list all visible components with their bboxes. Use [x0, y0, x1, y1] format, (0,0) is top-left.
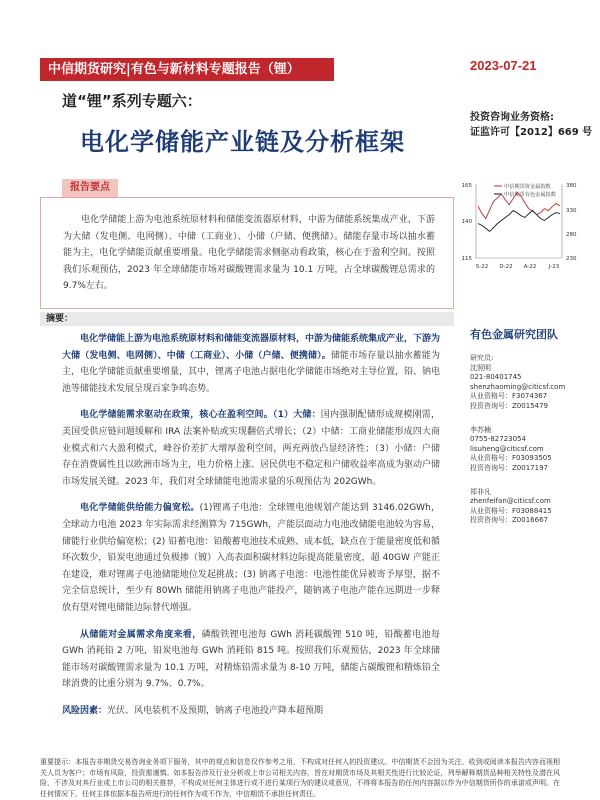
analyst-card	[470, 354, 590, 412]
series-title: 道“锂”系列专题六：	[62, 92, 202, 110]
y-left-ticks	[462, 183, 473, 262]
analyst-name: 沈照明	[470, 363, 491, 372]
x-tick: J-23	[548, 264, 560, 270]
main-title: 电化学储能产业链及分析框架	[80, 128, 405, 156]
legend-label-red: 中信期货资金属指数	[504, 184, 551, 190]
risk-text: 光伏、风电装机不及预期，钠离子电池投产降本超预期	[107, 705, 324, 716]
y-right-tick: 230	[566, 256, 577, 262]
analyst-email[interactable]: lisuheng@citicsf.com	[470, 444, 544, 453]
analyst-email[interactable]: shenzhaoming@citicsf.com	[470, 382, 566, 391]
analyst-license: 从业资格号：F03093505	[470, 454, 552, 463]
report-date: 2023-07-21	[470, 58, 537, 73]
y-right-ticks	[566, 183, 577, 262]
analyst-advisory: 投资咨询号：Z0017197	[470, 463, 548, 472]
abstract-paragraph	[62, 407, 440, 490]
disclaimer: 重要提示：本报告非期货交易咨询业务项下服务，其中的观点和信息仅作参考之用，不构成对任何人的投资建议。中信期货不会因为关注、收到或阅读本报告内容而视相关人员为客户；市场有风险，投资需谨慎。如本报告涉及行业分析或上市公司相关内容，旨在对期货市场及其相关性进行比较论证，列举解释期货品种相关特性及潜在风险，不涉及对其行业或上市公司的相关推荐，不构成对任何主体进行或不进行某项行为的建议或意见，不得将本报告的任何内容据以作为中信期货所作的承诺或声明。在任何情况下，任何主体依据本报告所进行的任何作为或不作为，中信期货不承担任何责任。	[40, 758, 560, 798]
analyst-phone: 021-80401745	[470, 373, 522, 382]
risk-factors	[62, 703, 440, 720]
y-left-tick: 115	[461, 256, 472, 262]
paragraph-text: 磷酸铁锂电池每 GWh 消耗碳酸锂 510 吨，铅酸蓄电池每 GWh 消耗铅 2 万吨，铅炭电池每 GWh 消耗铅 815 吨。按照我们乐观预估，2023 年全球储能市场对碳酸锂需求量为 10.1 万吨，对精炼铅需求量为 8-10 万吨，储能占碳酸锂和精炼铅全球消费的比重分别为 9.7%、0.7%。	[62, 629, 440, 690]
y-left-tick: 165	[461, 183, 472, 189]
researcher-label: 研究员:	[470, 354, 494, 362]
abstract-paragraph	[62, 627, 440, 693]
analyst-license: 从业资格号：F3074367	[470, 392, 548, 401]
certification-label: 投资咨询业务资格:	[470, 112, 554, 123]
x-ticks	[476, 264, 560, 270]
x-tick: A-22	[523, 264, 537, 270]
chart-legend	[494, 182, 557, 198]
research-team-title: 有色金属研究团队	[470, 328, 558, 341]
key-points-text: 电化学储能上游为电池系统原材料和储能变流器原材料，中游为储能系统集成产业，下游为大储（发电侧、电网侧）、中储（工商业）、小储（户储、便携储）。储能存量市场以抽水蓄能为主，电化学储能贡献重要增量。电化学储能需求侧驱动看政策，核心在于盈利空间。按照我们乐观预估，2023 年全球储能市场对碳酸锂需求量为 10.1 万吨，占全球碳酸锂总需求的 9.7%左右。	[63, 215, 435, 291]
analyst-phone: 0755-82723054	[470, 435, 526, 444]
y-right-tick: 330	[566, 208, 577, 214]
analyst-card	[470, 426, 590, 474]
paragraph-lead: 电化学储能需求驱动在政策，核心在盈利空间。（1）大储：	[80, 410, 321, 421]
analyst-list	[470, 354, 590, 540]
key-points-box	[40, 197, 454, 309]
y-right-tick: 280	[566, 232, 577, 238]
abstract-paragraph	[62, 500, 440, 616]
certification-number: 证监许可【2012】669 号	[470, 127, 593, 138]
x-tick: S-22	[475, 264, 489, 270]
y-right-tick: 380	[566, 183, 577, 189]
paragraph-text: 国内强制配储形成规模刚需，美国受供应链问题缓解和 IRA 法案补贴或实现翻倍式增长；（2）中储：工商业储能形成四大商业模式和六大盈利模式，峰谷价差扩大增厚盈利空间，两充两放凸显经济性；（3）小储：户储存在消费属性且以欧洲市场为主，电力价格上涨、居民供电不稳定和户储收益率高成为驱动户储市场发展关键。2023 年，我们对全球储能电池需求量的乐观预估为 202GWh。	[62, 410, 441, 487]
x-tick: D-22	[499, 264, 513, 270]
paragraph-lead: 电化学储能上游为电池系统原材料和储能变流器原材料，中游为储能系统集成产业，下游为大储（发电侧、电网侧）、中储（工商业）、小储（户储、便携储）。	[62, 334, 441, 361]
series-line-black	[478, 211, 560, 232]
analyst-license: 从业资格号：F03088415	[470, 506, 552, 515]
report-banner: 中信期货研究|有色与新材料专题报告（锂）	[40, 58, 334, 81]
analyst-email[interactable]: zhenfeifan@citicsf.com	[470, 497, 551, 506]
y-left-tick: 140	[461, 219, 472, 225]
index-chart	[458, 178, 588, 274]
analyst-advisory: 投资咨询号：Z0016667	[470, 516, 548, 525]
abstract-paragraph	[62, 331, 440, 397]
abstract-header: 摘要：	[40, 312, 454, 326]
abstract-body	[62, 331, 440, 729]
analyst-advisory: 投资咨询号：Z0015479	[470, 401, 548, 410]
analyst-name: 李苏楠	[470, 425, 491, 434]
analyst-name: 郑非凡	[470, 487, 491, 496]
paragraph-text: 储能市场存量以抽水蓄能为主，电化学储能贡献重要增量，其中，锂离子电池占据电化学储能市场绝对主导位置，铅、钠电池等储能技术发展呈现百家争鸣态势。	[62, 350, 441, 394]
paragraph-lead: 从储能对金属需求角度来看，	[80, 629, 202, 640]
risk-label: 风险因素：	[62, 705, 108, 716]
paragraph-text: (1)锂离子电池：全球锂电池规划产能达到 3146.02GWh，全球动力电池 2023 年实际需求经测算为 715GWh，产能层面动力电池改储能电池较为容易，储能行业供给偏宽松；(2) 铅蓄电池：铅酸蓄电池技术成熟、成本低，缺点在于能量密度低和循环次数少，铅炭电池通过负极掺（镀）入高表面积碳材料边际提高能量密度，超 40GW 产能正在建设，难对锂离子电池储能地位发起挑战；(3) 钠离子电池：电池性能优异被寄予厚望，据不完全信息统计，至少有 80Wh 储能用钠离子电池产能投产，随钠离子电池产能在远期进一步释放有望对锂电储能边际替代增强。	[62, 503, 440, 613]
paragraph-lead: 电化学储能供给能力偏宽松。	[80, 503, 200, 514]
key-points-header: 报告要点	[62, 179, 118, 197]
analyst-card	[470, 488, 590, 526]
certification	[470, 110, 592, 140]
legend-label-black: 中信期货有色金属指数	[504, 192, 556, 198]
